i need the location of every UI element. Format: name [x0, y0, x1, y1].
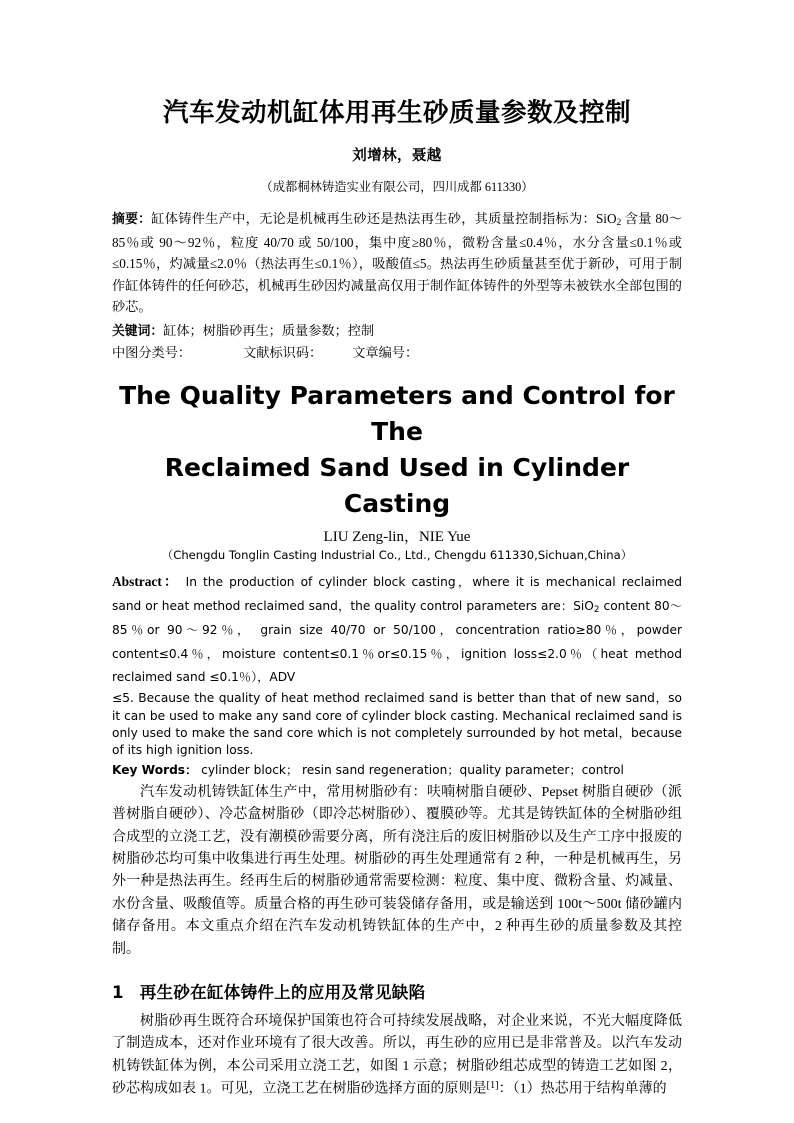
english-abstract-text-part1: In the production of cylinder block casting，where it is mechanical reclaimed sand or heat method reclaimed sand，the quality control parameters are：SiO	[112, 574, 682, 613]
chinese-authors: 刘增林，聂越	[352, 148, 442, 165]
english-authors: LIU Zeng-lin，NIE Yue	[323, 528, 471, 545]
chinese-affiliation: （成都桐林铸造实业有限公司，四川成都 611330）	[260, 180, 534, 195]
section-1-paragraph-text-b: ：（1）热芯用于结构单薄的	[498, 1081, 667, 1097]
english-title	[112, 378, 682, 523]
section-1-title: 再生砂在缸体铸件上的应用及常见缺陷	[139, 982, 426, 1002]
chinese-abstract	[112, 208, 682, 317]
english-title-line-2: Reclaimed Sand Used in Cylinder Casting	[164, 453, 630, 519]
document-code-label: 文献标识码：	[243, 345, 323, 361]
english-title-line-1: The Quality Parameters and Control for The	[119, 380, 675, 446]
english-keywords	[112, 761, 682, 779]
english-abstract-text-part2: content 80～85％or 90～92％， grain size 40/70 or 50/100，concentration ratio≥80％，powder content≤0.4％，moisture content≤0.1％or≤0.15％，ignition loss≤2.0％（heat method reclaimed sand ≤0.1％），ADV	[112, 598, 682, 685]
sio2-subscript: 2	[616, 218, 622, 229]
chinese-keywords-label: 关键词：	[112, 324, 164, 340]
english-affiliation: （Chengdu Tonglin Casting Industrial Co., Ltd., Chengdu 611330,Sichuan,China）	[161, 547, 633, 562]
section-1-paragraph	[112, 1011, 682, 1101]
chinese-abstract-text-part1: 缸体铸件生产中，无论是机械再生砂还是热法再生砂，其质量控制指标为：SiO	[151, 211, 617, 227]
article-id-label: 文章编号：	[352, 345, 419, 361]
chinese-classification-line	[112, 343, 682, 363]
section-1-number: 1	[112, 982, 124, 1002]
english-keywords-label: Key Words：	[112, 763, 198, 778]
chinese-keywords	[112, 321, 682, 342]
page-content	[112, 96, 682, 1101]
chinese-keywords-text: 缸体；树脂砂再生；质量参数；控制	[163, 323, 375, 339]
intro-paragraph: 汽车发动机铸铁缸体生产中，常用树脂砂有：呋喃树脂自硬砂、Pepset 树脂自硬砂（派普树脂自硬砂）、冷芯盒树脂砂（即冷芯树脂砂）、覆膜砂等。尤其是铸铁缸体的全树脂砂组合成型的立浇工艺，没有潮模砂需要分离，所有浇注后的废旧树脂砂以及生产工序中报废的树脂砂芯均可集中收集进行再生处理。树脂砂的再生处理通常有 2 种，一种是机械再生，另外一种是热法再生。经再生后的树脂砂通常需要检测：粒度、集中度、微粉含量、灼减量、水份含量、吸酸值等。质量合格的再生砂可装袋储存备用，或是输送到 100t～500t 储砂罐内储存备用。本文重点介绍在汽车发动机铸铁缸体的生产中，2 种再生砂的质量参数及其控制。	[112, 784, 682, 957]
english-keywords-text: cylinder block； resin sand regeneration；quality parameter；control	[197, 763, 624, 778]
sio2-subscript-english: 2	[593, 604, 600, 615]
english-abstract-upper	[112, 569, 682, 691]
chinese-title: 汽车发动机缸体用再生砂质量参数及控制	[162, 98, 631, 128]
chinese-abstract-text-part2: 含量 80～85％或 90～92％，粒度 40/70 或 50/100，集中度≥80％，微粉含量≤0.4％，水分含量≤0.1％或≤0.15％，灼减量≤2.0％（热法再生≤0.1％），吸酸值≤5。热法再生砂质量甚至优于新砂，可用于制作缸体铸件的任何砂芯，机械再生砂因灼减量高仅用于制作缸体铸件的外型等未被铁水全部包围的砂芯。	[112, 211, 683, 314]
section-1-paragraph-text-a: 树脂砂再生既符合环境保护国策也符合可持续发展战略，对企业来说，不光大幅度降低了制造成本，还对作业环境有了很大改善。所以，再生砂的应用已是非常普及。以汽车发动机铸铁缸体为例，本公司采用立浇工艺，如图 1 示意；树脂砂组芯成型的铸造工艺如图 2，砂芯构成如表 1。可见，立浇工艺在树脂砂选择方面的原则是	[112, 1013, 682, 1097]
reference-marker: [1]	[486, 1080, 499, 1092]
section-1-heading	[112, 979, 682, 1003]
english-abstract-label: Abstract：	[112, 573, 180, 589]
chinese-abstract-label: 摘要：	[112, 212, 152, 228]
clc-label: 中图分类号：	[112, 345, 192, 361]
english-abstract-lower: ≤5. Because the quality of heat method reclaimed sand is better than that of new sand，so it can be used to make any sand core of cylinder block casting. Mechanical reclaimed sand is only used to make the sand core which is not completely surrounded by hot metal，because of its high ignition loss.	[112, 691, 682, 758]
